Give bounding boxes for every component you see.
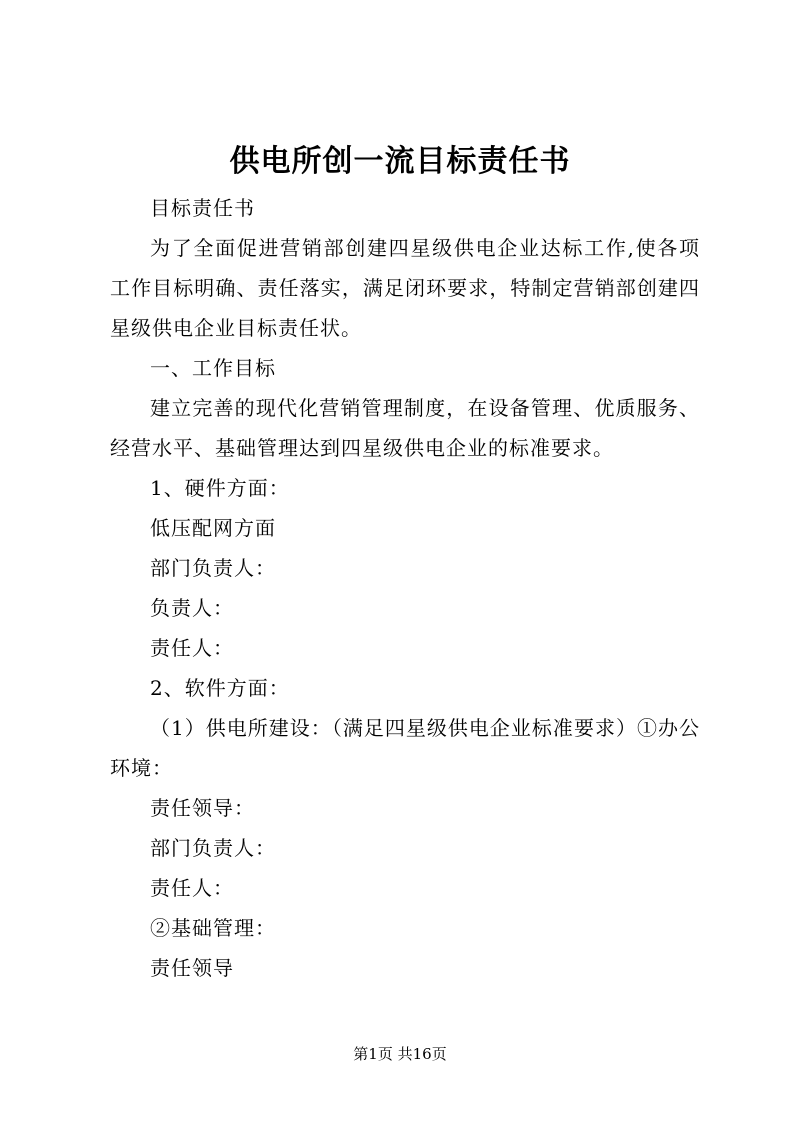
item-software: 2、软件方面： — [150, 676, 290, 700]
item-responsible-leader-2: 责任领导 — [150, 956, 234, 980]
paragraph-goals: 建立完善的现代化营销管理制度，在设备管理、优质服务、经营水平、基础管理达到四星级供电企业的标准要求。 — [110, 396, 700, 460]
paragraph-intro: 为了全面促进营销部创建四星级供电企业达标工作,使各项工作目标明确、责任落实，满足闭环要求，特制定营销部创建四星级供电企业目标责任状。 — [110, 236, 700, 340]
item-responsible-person: 责任人： — [150, 636, 234, 660]
item-low-voltage-network: 低压配网方面 — [150, 516, 276, 540]
item-station-construction: （1）供电所建设：（满足四星级供电企业标准要求）①办公环境： — [110, 716, 700, 780]
item-dept-head-2: 部门负责人： — [150, 836, 276, 860]
item-dept-head: 部门负责人： — [150, 556, 276, 580]
item-basic-management: ②基础管理： — [150, 916, 276, 940]
section-heading-work-goals: 一、工作目标 — [150, 356, 276, 380]
item-person-in-charge: 负责人： — [150, 596, 234, 620]
paragraph-subtitle: 目标责任书 — [150, 196, 255, 220]
document-title: 供电所创一流目标责任书 — [229, 144, 571, 179]
item-responsible-person-2: 责任人： — [150, 876, 234, 900]
page-footer: 第1页 共16页 — [353, 1045, 447, 1063]
item-hardware: 1、硬件方面： — [150, 476, 290, 500]
item-responsible-leader: 责任领导： — [150, 796, 255, 820]
document-body — [110, 188, 700, 988]
